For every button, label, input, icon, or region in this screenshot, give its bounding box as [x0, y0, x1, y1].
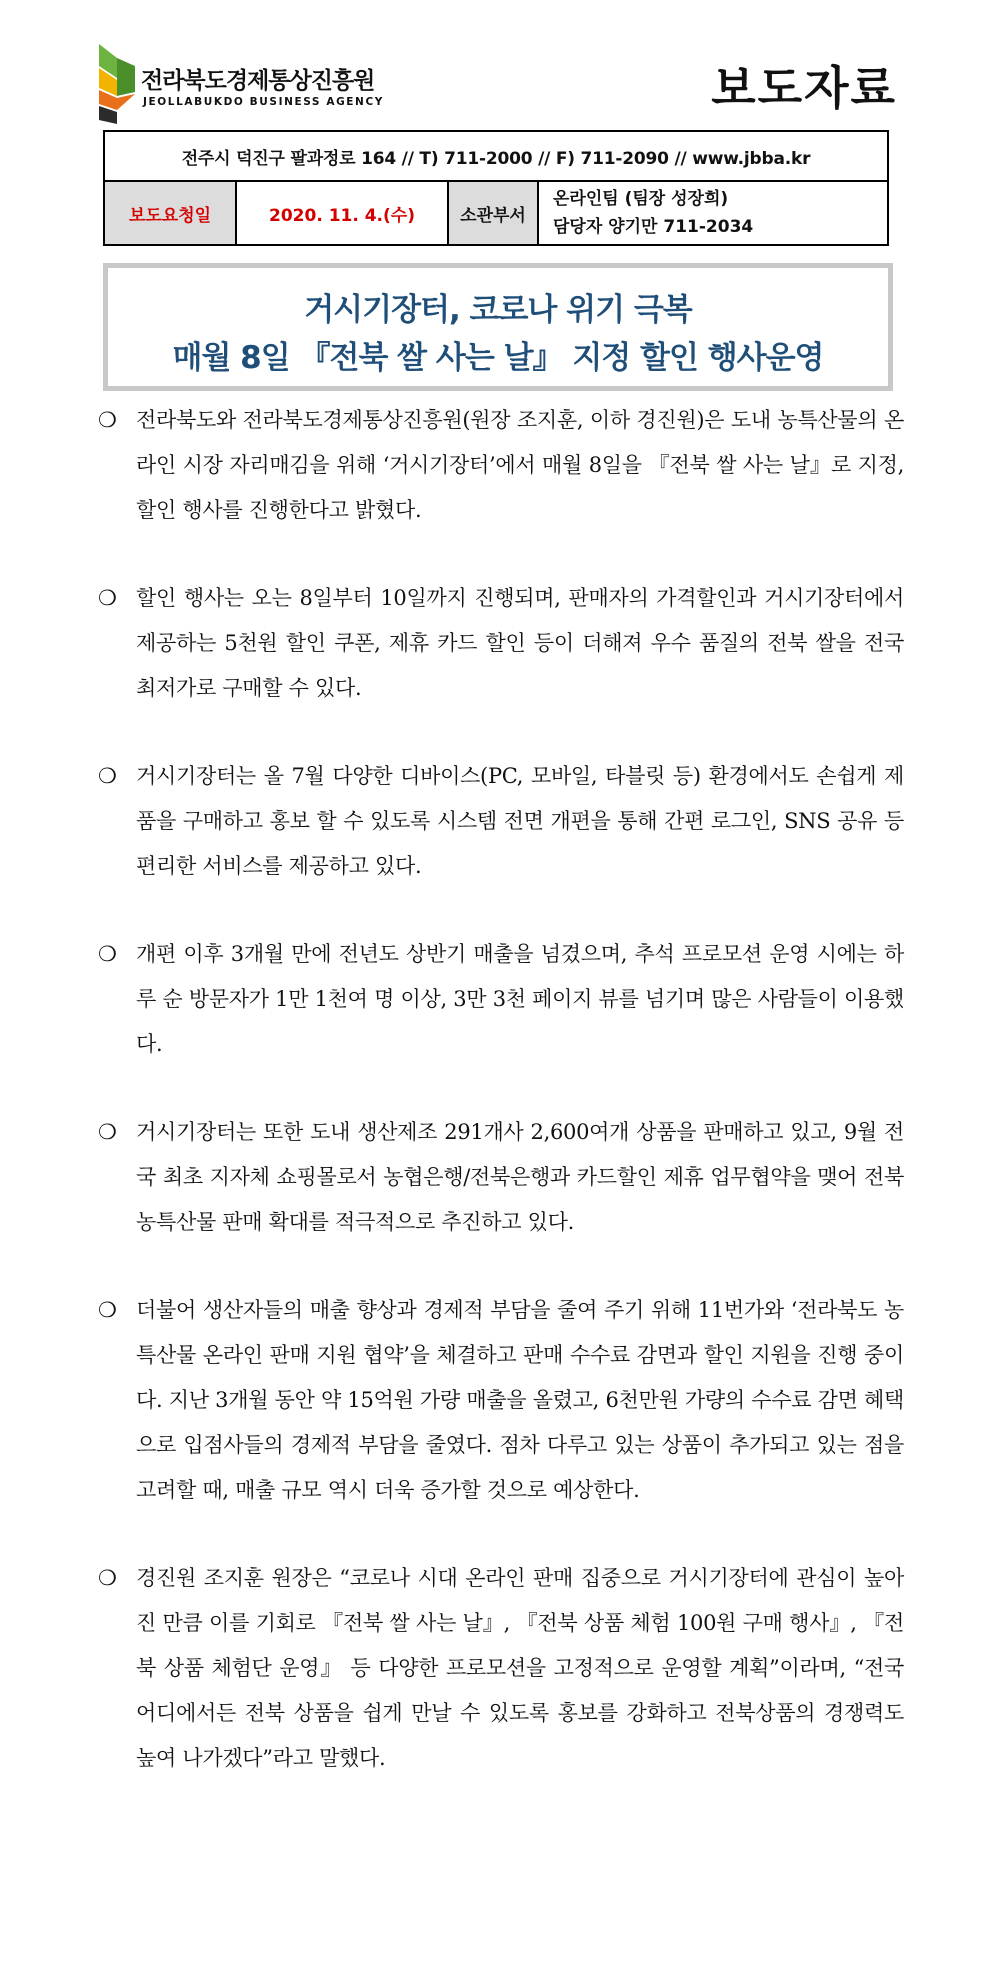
doc-type-title: 보도자료	[711, 61, 897, 115]
paragraph	[98, 932, 904, 1067]
paragraph	[98, 754, 904, 889]
dept-contact: 담당자 양기만 711-2034	[553, 217, 754, 237]
headline-box	[103, 263, 893, 391]
bullet-circle-icon: ❍	[98, 942, 117, 966]
bullet-circle-icon: ❍	[98, 764, 117, 788]
paragraph	[98, 1288, 904, 1513]
paragraph-text: 더불어 생산자들의 매출 향상과 경제적 부담을 줄여 주기 위해 11번가와 ‘전라북도 농특산물 온라인 판매 지원 협약’을 체결하고 판매 수수료 감면과 할인 지원을 진행 중이다. 지난 3개월 동안 약 15억원 가량 매출을 올렸고, 6천만원 가량의 수수료 감면 혜택으로 입점사들의 경제적 부담을 줄였다. 점차 다루고 있는 상품이 추가되고 있는 점을 고려할 때, 매출 규모 역시 더욱 증가할 것으로 예상한다.	[136, 1298, 904, 1502]
bullet-circle-icon: ❍	[98, 1120, 117, 1144]
paragraph	[98, 398, 904, 533]
bullet-circle-icon: ❍	[98, 408, 117, 432]
paragraph-text: 거시기장터는 또한 도내 생산제조 291개사 2,600여개 상품을 판매하고 있고, 9월 전국 최초 지자체 쇼핑몰로서 농협은행/전북은행과 카드할인 제휴 업무협약을 맺어 전북 농특산물 판매 확대를 적극적으로 추진하고 있다.	[136, 1120, 904, 1234]
dept-team: 온라인팀 (팀장 성장희)	[553, 189, 729, 209]
headline-line-2: 매월 8일 『전북 쌀 사는 날』 지정 할인 행사운영	[172, 340, 824, 376]
paragraph	[98, 1556, 904, 1781]
request-row	[104, 181, 888, 245]
paragraph-text: 할인 행사는 오는 8일부터 10일까지 진행되며, 판매자의 가격할인과 거시기장터에서 제공하는 5천원 할인 쿠폰, 제휴 카드 할인 등이 더해져 우수 품질의 전북 쌀을 전국 최저가로 구매할 수 있다.	[136, 586, 904, 700]
address-row	[104, 131, 888, 181]
info-table	[103, 130, 889, 246]
dept-label: 소관부서	[448, 181, 538, 245]
bullet-circle-icon: ❍	[98, 586, 117, 610]
paragraph-text: 거시기장터는 올 7월 다양한 디바이스(PC, 모바일, 타블릿 등) 환경에서도 손쉽게 제품을 구매하고 홍보 할 수 있도록 시스템 전면 개편을 통해 간편 로그인, SNS 공유 등 편리한 서비스를 제공하고 있다.	[136, 764, 904, 878]
bullet-circle-icon: ❍	[98, 1298, 117, 1322]
paragraph	[98, 576, 904, 711]
org-name-en: JEOLLABUKDO BUSINESS AGENCY	[143, 96, 384, 108]
request-date-label: 보도요청일	[104, 181, 236, 245]
dept-value	[538, 181, 888, 245]
org-logo	[95, 44, 395, 126]
bullet-circle-icon: ❍	[98, 1566, 117, 1590]
headline-line-1: 거시기장터, 코로나 위기 극복	[304, 292, 692, 328]
request-date: 2020. 11. 4.(수)	[236, 181, 448, 245]
org-name: 전라북도경제통상진흥원	[141, 68, 375, 94]
article-body	[98, 398, 904, 1824]
paragraph-text: 개편 이후 3개월 만에 전년도 상반기 매출을 넘겼으며, 추석 프로모션 운영 시에는 하루 순 방문자가 1만 1천여 명 이상, 3만 3천 페이지 뷰를 넘기며 많은 사람들이 이용했다.	[136, 942, 904, 1056]
jbba-logo-icon	[95, 44, 137, 126]
address-line: 전주시 덕진구 팔과정로 164 // T) 711-2000 // F) 711-2090 // www.jbba.kr	[104, 131, 888, 181]
paragraph-text: 전라북도와 전라북도경제통상진흥원(원장 조지훈, 이하 경진원)은 도내 농특산물의 온라인 시장 자리매김을 위해 ‘거시기장터’에서 매월 8일을 『전북 쌀 사는 날』로 지정, 할인 행사를 진행한다고 밝혔다.	[136, 408, 904, 522]
paragraph	[98, 1110, 904, 1245]
paragraph-text: 경진원 조지훈 원장은 “코로나 시대 온라인 판매 집중으로 거시기장터에 관심이 높아진 만큼 이를 기회로 『전북 쌀 사는 날』, 『전북 상품 체험 100원 구매 행사』, 『전북 상품 체험단 운영』 등 다양한 프로모션을 고정적으로 운영할 계획”이라며, “전국 어디에서든 전북 상품을 쉽게 만날 수 있도록 홍보를 강화하고 전북상품의 경쟁력도 높여 나가겠다”라고 말했다.	[136, 1566, 904, 1770]
